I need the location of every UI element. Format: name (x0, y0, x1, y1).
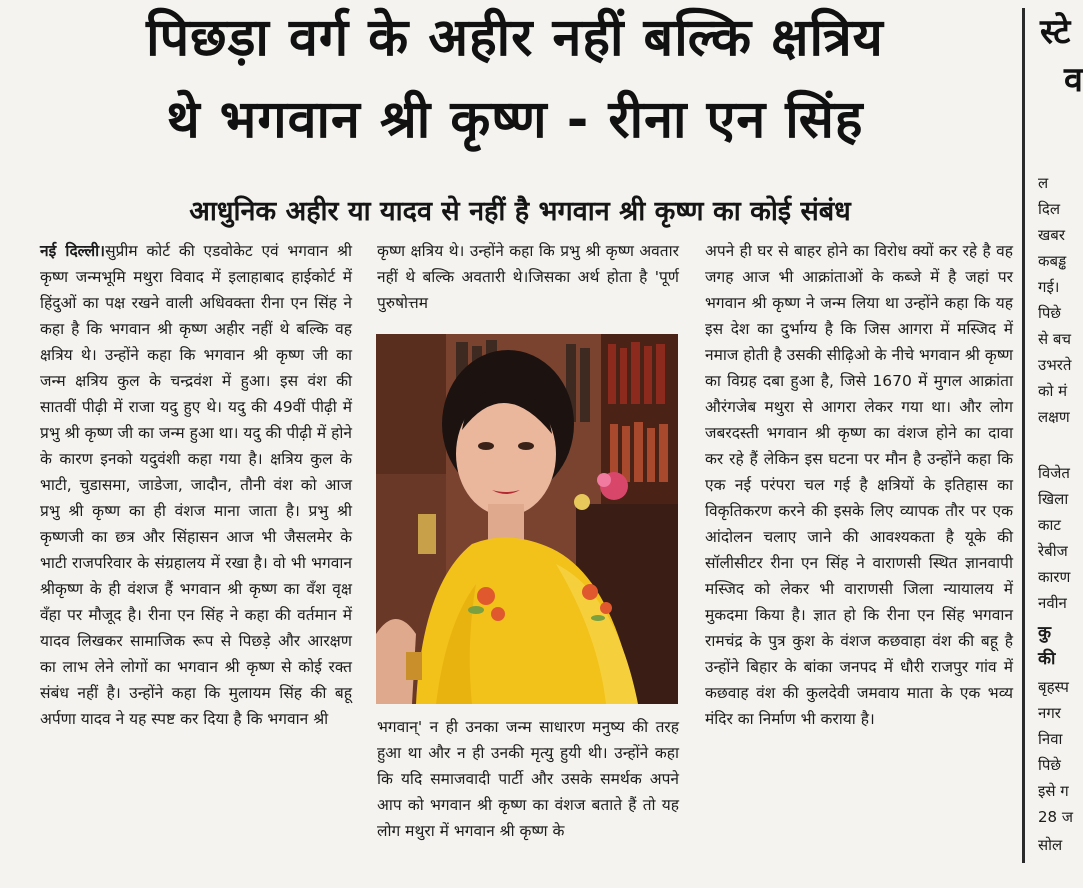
adjacent-text-line: रेबीज (1038, 542, 1068, 560)
adjacent-text-line: लक्षण (1038, 408, 1070, 426)
adjacent-text-line: से बच (1038, 330, 1071, 348)
adjacent-text-line: बृहस्प (1038, 678, 1069, 696)
adjacent-text-line: निवा (1038, 730, 1063, 748)
adjacent-text-line: पिछे (1038, 756, 1061, 774)
adjacent-text-line: कारण (1038, 568, 1071, 586)
adjacent-text-line: सोल (1038, 836, 1063, 854)
adjacent-text-line: ल (1038, 174, 1049, 192)
headline-line-2: थे भगवान श्री कृष्ण - रीना एन सिंह (166, 90, 864, 150)
adjacent-text-line: खबर (1038, 226, 1065, 244)
adjacent-text-line: 28 ज (1038, 808, 1073, 826)
reena-n-singh-photo (376, 334, 678, 704)
adjacent-headline-line-1: स्टे (1040, 12, 1071, 52)
column-3-text: अपने ही घर से बाहर होने का विरोध क्यों कर रहे है वह जगह आज भी आक्रांताओं के कब्जे में है जहां पर भगवान श्री कृष्ण ने जन्म लिया था उन्होंने कहा कि यह इस देश का दुर्भाग्य है कि जिस आगरा में मस्जिद में नमाज होती है उसकी सीढ़िओ के नीचे भगवान श्री कृष्ण का विग्रह दबा हुआ है, जिसे 1670 में मुगल आक्रांता औरंगजेब मथुरा से आगरा लेकर गया था। और लोग जबरदस्ती भगवान श्री कृष्ण का वंशज होने का दावा कर रहे हैं लेकिन इस घटना पर मौन है उन्होंने कहा कि एक नई परंपरा चल गई है क्षत्रियों के इतिहास का विकृतिकरण करने की इसके लिए व्यापक तौर पर एक आंदोलन चलाए जाने की आवश्यकता है यूके की सॉलीसीटर रीना एन सिंह ने वाराणसी स्थित ज्ञानवापी मस्जिद को लेकर भी वाराणसी जिला न्यायालय में मुकदमा किया है। ज्ञात हो कि रीना एन सिंह भगवान रामचंद्र के पुत्र कुश के वंशज कछवाहा वंश की बहू है उन्होंने बिहार के बांका जनपद में धौरी राजपुर गांव में कछवाह वंश की कुलदेवी जमवाय माता के एक भव्य मंदिर का निर्माण भी कराया है। (705, 242, 1013, 728)
article-column-1 (40, 238, 352, 878)
article-column-2-bottom (377, 714, 679, 884)
adjacent-text-line: नवीन (1038, 594, 1067, 612)
adjacent-text-line: कबड्ढ (1038, 252, 1067, 270)
column-2-top-text: कृष्ण क्षत्रिय थे। उन्होंने कहा कि प्रभु श्री कृष्ण अवतार नहीं थे बल्कि अवतारी थे।जिसका अर्थ होता है 'पूर्ण पुरुषोत्तम (377, 242, 679, 312)
adjacent-headline-line-2: व (1064, 60, 1083, 100)
subheadline: आधुनिक अहीर या यादव से नहीं है भगवान श्री कृष्ण का कोई संबंध (189, 196, 851, 227)
column-1-text: सुप्रीम कोर्ट की एडवोकेट एवं भगवान श्री कृष्ण जन्मभूमि मथुरा विवाद में इलाहाबाद हाईकोर्ट में हिंदुओं का पक्ष रखने वाली अधिवक्ता रीना एन सिंह ने कहा है कि भगवान श्री कृष्ण अहीर नहीं थे बल्कि वह क्षत्रिय थे। उन्होंने कहा कि भगवान श्री कृष्ण जी का जन्म क्षत्रिय कुल के चन्द्रवंश में हुआ। इस वंश की सातवीं पीढ़ी में राजा यदु हुए थे। यदु की 49वीं पीढ़ी में प्रभु श्री कृष्ण जी का जन्म हुआ था। यदु की पीढ़ी में होने के कारण इनको यदुवंशी कहा गया है। क्षत्रिय कुल के भाटी, चुडासमा, जाडेजा, जादौन, तौनी वंश को आज प्रभु श्री कृष्ण का ही वंशज माना जाता है। प्रभु श्री कृष्णजी का छत्र और सिंहासन आज भी जैसलमेर के भाटी राजपरिवार के संग्रहालय में रखा है। वो भी भगवान श्रीकृष्ण के ही वंशज हैं भगवान श्री कृष्ण का वँश वृक्ष वँहा पर मौजूद है। रीना एन सिंह ने कहा की वर्तमान में यादव लिखकर सामाजिक रूप से पिछड़े और आरक्षण का लाभ लेने लोगों का भगवान श्री कृष्ण से कोई रक्त संबंध नहीं है। उन्होंने कहा कि मुलायम सिंह की बहू अर्पणा यादव ने यह स्पष्ट कर दिया है कि भगवान श्री (40, 242, 352, 728)
adjacent-text-line: इसे ग (1038, 782, 1069, 800)
headline-line-1: पिछड़ा वर्ग के अहीर नहीं बल्कि क्षत्रिय (146, 8, 884, 68)
adjacent-text-line: गई। (1038, 278, 1060, 296)
dateline: नई दिल्ली। (40, 242, 106, 260)
column-divider (1022, 8, 1025, 863)
adjacent-article-fragment (1030, 0, 1083, 888)
article-column-2-top (377, 238, 679, 328)
article-column-3 (705, 238, 1013, 878)
adjacent-text-line: पिछे (1038, 304, 1061, 322)
adjacent-text-line: दिल (1038, 200, 1061, 218)
adjacent-text-line: विजेत (1038, 464, 1070, 482)
adjacent-text-line: काट (1038, 516, 1061, 534)
adjacent-text-line: की (1038, 649, 1056, 669)
adjacent-text-line: खिला (1038, 490, 1069, 508)
adjacent-text-line: उभरते (1038, 356, 1072, 374)
column-2-bottom-text: भगवान्' न ही उनका जन्म साधारण मनुष्य की तरह हुआ था और न ही उनकी मृत्यु हुयी थी। उन्होंने कहा कि यदि समाजवादी पार्टी और उसके समर्थक अपने आप को भगवान श्री कृष्ण का वंशज बताते हैं तो यह लोग मथुरा में भगवान श्री कृष्ण के (377, 718, 679, 840)
adjacent-text-line: नगर (1038, 704, 1061, 722)
adjacent-text-line: कु (1038, 623, 1052, 643)
adjacent-text-line: को मं (1038, 382, 1068, 400)
